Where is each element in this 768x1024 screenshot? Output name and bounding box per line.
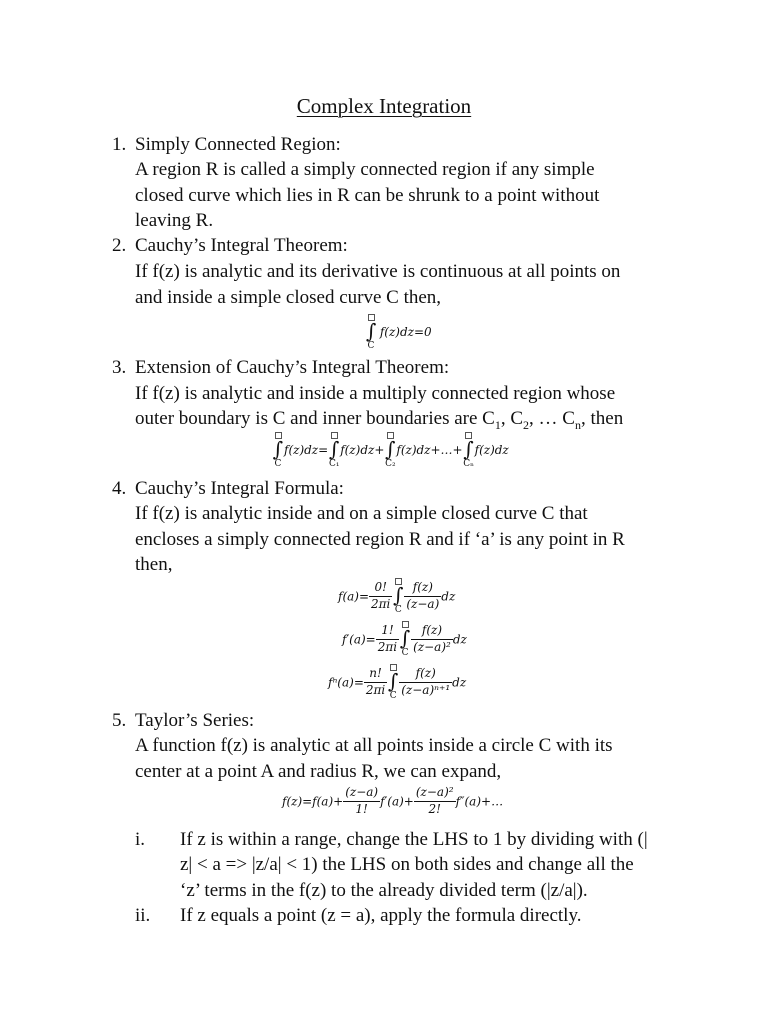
subitem-i-line-1: If z is within a range, change the LHS to 1 by dividing with (| bbox=[180, 829, 648, 850]
page-title: Complex Integration bbox=[296, 94, 472, 118]
equation-cauchy-theorem: ∫ C f(z)dz=0 bbox=[366, 314, 432, 351]
item-4-line-2: encloses a simply connected region R and if ‘a’ is any point in R bbox=[135, 529, 625, 550]
item-4-line-3: then, bbox=[135, 554, 173, 575]
equation-formula-1: f′(a)= $\frac{1!}{2\pi i}$ ∫ C $\frac{f(z)}{\text{(z−a)²}}$ dz bbox=[342, 621, 467, 658]
equation-formula-n: fⁿ(a)= $\frac{n!}{2\pi i}$ ∫ C $\frac{f(z)}{\text{(z−a)ⁿ⁺¹}}$ dz bbox=[328, 664, 466, 701]
subitem-i-number: i. bbox=[135, 829, 146, 850]
item-1-heading: Simply Connected Region: bbox=[135, 134, 341, 155]
item-2-line-1: If f(z) is analytic and its derivative is continuous at all points on bbox=[135, 261, 621, 282]
item-5-number: 5. bbox=[112, 710, 127, 731]
equation-taylor: f(z)=f(a)+ $\frac{(z-a)}{1!}$ f′(a)+ $\frac{\text{(z−a)²}}{2!}$ f″(a)+… bbox=[282, 785, 504, 816]
item-2-heading: Cauchy’s Integral Theorem: bbox=[135, 235, 348, 256]
item-5-line-1: A function f(z) is analytic at all points inside a circle C with its bbox=[135, 735, 613, 756]
item-1-line-3: leaving R. bbox=[135, 210, 214, 231]
cauchy-theorem-expression: f(z)dz=0 bbox=[379, 325, 432, 339]
item-4-line-1: If f(z) is analytic inside and on a simple closed curve C that bbox=[135, 503, 588, 524]
equation-formula-0: f(a)= $\frac{0!}{2\pi i}$ ∫ C $\frac{f(z)}{(z-a)}$ dz bbox=[338, 578, 455, 615]
item-1-line-1: A region R is called a simply connected region if any simple bbox=[135, 159, 595, 180]
item-5-heading: Taylor’s Series: bbox=[135, 710, 255, 731]
equation-extension: ∫ C f(z)dz= ∫ C₁ f(z)dz+ ∫ C₂ f(z)dz+…+ ∫ Cₙ f(z)dz bbox=[272, 432, 509, 469]
subitem-i-line-3: ‘z’ terms in the f(z) to the already divided term (|z/a|). bbox=[180, 880, 588, 901]
item-5-line-2: center at a point A and radius R, we can expand, bbox=[135, 761, 502, 782]
item-2-number: 2. bbox=[112, 235, 127, 256]
subitem-i-line-2: z| < a => |z/a| < 1) the LHS on both sides and change all the bbox=[180, 854, 634, 875]
item-3-line-1: If f(z) is analytic and inside a multiply connected region whose bbox=[135, 383, 616, 404]
item-3-line-2: outer boundary is C and inner boundaries are $C_1$, $C_2$, … $C_n$, then bbox=[135, 408, 624, 432]
item-1-line-2: closed curve which lies in R can be shrunk to a point without bbox=[135, 185, 600, 206]
subitem-ii-number: ii. bbox=[135, 905, 151, 926]
subitem-ii-line-1: If z equals a point (z = a), apply the formula directly. bbox=[180, 905, 582, 926]
item-1-number: 1. bbox=[112, 134, 127, 155]
item-4-number: 4. bbox=[112, 478, 127, 499]
item-3-number: 3. bbox=[112, 357, 127, 378]
item-3-heading: Extension of Cauchy’s Integral Theorem: bbox=[135, 357, 450, 378]
item-4-heading: Cauchy’s Integral Formula: bbox=[135, 478, 344, 499]
item-2-line-2: and inside a simple closed curve C then, bbox=[135, 287, 442, 308]
